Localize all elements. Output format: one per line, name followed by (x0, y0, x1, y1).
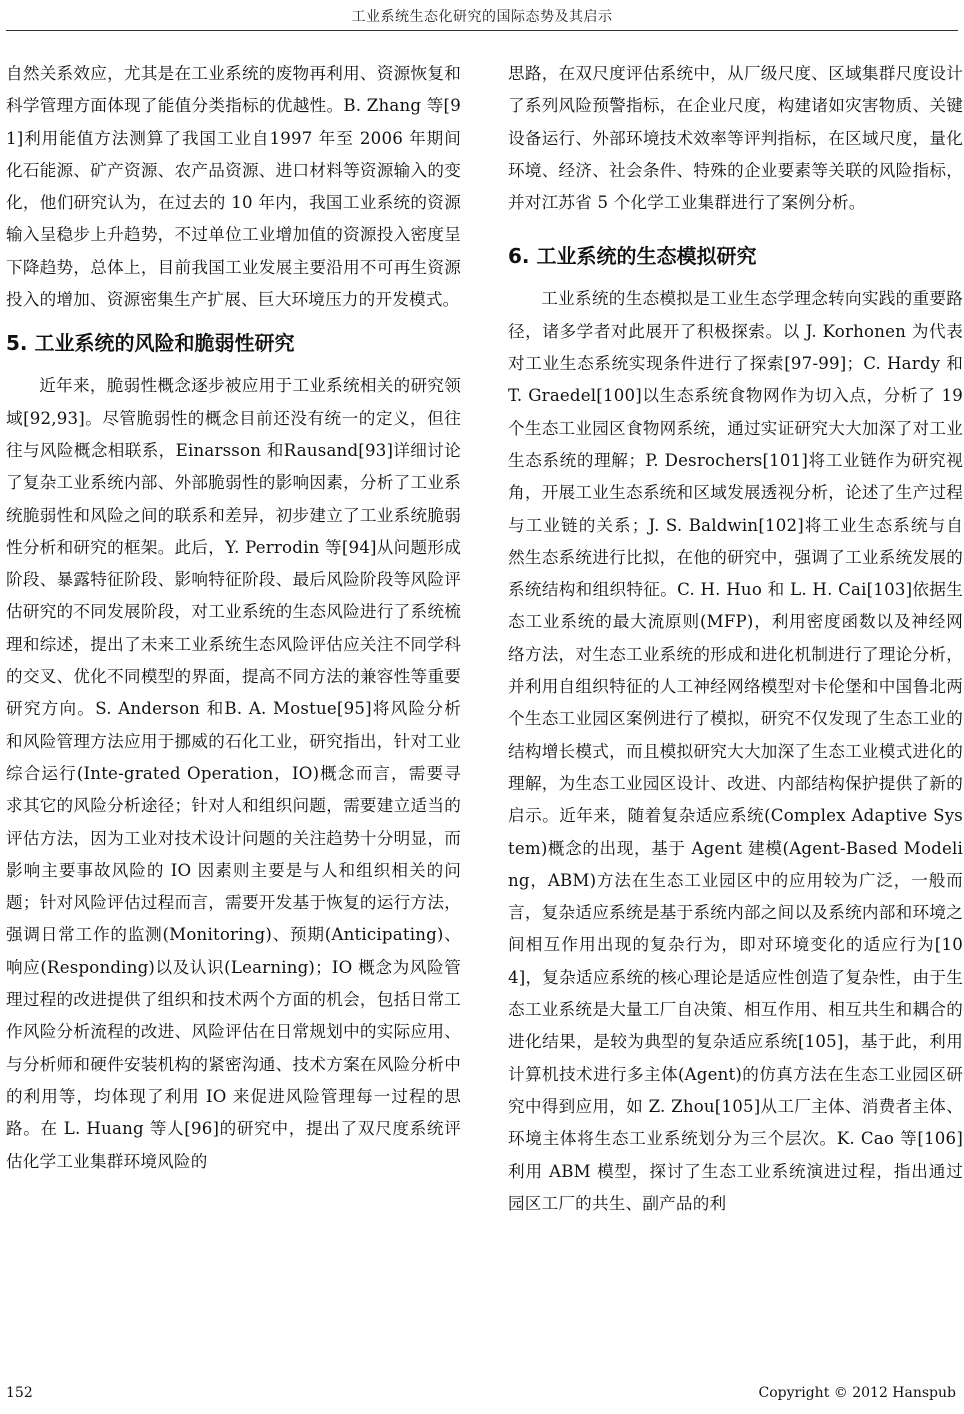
page-number: 152 (6, 1385, 33, 1401)
copyright-notice: Copyright © 2012 Hanspub (758, 1385, 956, 1401)
header-rule (6, 30, 958, 31)
right-column (508, 58, 963, 1220)
section-6-heading: 6. 工业系统的生态模拟研究 (508, 244, 757, 269)
section-5-heading: 5. 工业系统的风险和脆弱性研究 (6, 331, 295, 356)
left-column (6, 58, 461, 1178)
left-paragraph-2: 近年来，脆弱性概念逐步被应用于工业系统相关的研究领域[92,93]。尽管脆弱性的概念目前还没有统一的定义，但往往与风险概念相联系，Einarsson 和Rausand[93]详细讨论了复杂工业系统内部、外部脆弱性的影响因素，分析了工业系统脆弱性和风险之间的联系和差异，初步建立了工业系统脆弱性分析和研究的框架。此后，Y. Perrodin 等[94]从问题形成阶段、暴露特征阶段、影响特征阶段、最后风险阶段等风险评估研究的不同发展阶段，对工业系统的生态风险进行了系统梳理和综述，提出了未来工业系统生态风险评估应关注不同学科的交叉、优化不同模型的界面，提高不同方法的兼容性等重要研究方向。S. Anderson 和B. A. Mostue[95]将风险分析和风险管理方法应用于挪威的石化工业，研究指出，针对工业综合运行(Inte-grated Operation，IO)概念而言，需要寻求其它的风险分析途径；针对人和组织问题，需要建立适当的评估方法，因为工业对技术设计问题的关注趋势十分明显，而影响主要事故风险的 IO 因素则主要是与人和组织相关的问题；针对风险评估过程而言，需要开发基于恢复的运行方法，强调日常工作的监测(Monitoring)、预期(Anticipating)、响应(Responding)以及认识(Learning)；IO 概念为风险管理过程的改进提供了组织和技术两个方面的机会，包括日常工作风险分析流程的改进、风险评估在日常规划中的实际应用、与分析师和硬件安装机构的紧密沟通、技术方案在风险分析中的利用等，均体现了利用 IO 来促进风险管理每一过程的思路。在 L. Huang 等人[96]的研究中，提出了双尺度系统评估化学工业集群环境风险的 (6, 376, 461, 1171)
right-paragraph-2: 工业系统的生态模拟是工业生态学理念转向实践的重要路径，诸多学者对此展开了积极探索。以 J. Korhonen 为代表对工业生态系统实现条件进行了探索[97-99]；C. Hardy 和 T. Graedel[100]以生态系统食物网作为切入点，分析了 19 个生态工业园区食物网系统，通过实证研究大大加深了对工业生态系统的理解；P. Desrochers[101]将工业链作为研究视角，开展工业生态系统和区域发展透视分析，论述了生产过程与工业链的关系；J. S. Baldwin[102]将工业生态系统与自然生态系统进行比拟，在他的研究中，强调了工业系统发展的系统结构和组织特征。C. H. Huo 和 L. H. Cai[103]依据生态工业系统的最大流原则(MFP)，利用密度函数以及神经网络方法，对生态工业系统的形成和进化机制进行了理论分析，并利用自组织特征的人工神经网络模型对卡伦堡和中国鲁北两个生态工业园区案例进行了模拟，研究不仅发现了生态工业的结构增长模式，而且模拟研究大大加深了生态工业模式进化的理解，为生态工业园区设计、改进、内部结构保护提供了新的启示。近年来，随着复杂适应系统(Complex Adaptive System)概念的出现，基于 Agent 建模(Agent-Based Modeling，ABM)方法在生态工业园区中的应用较为广泛，一般而言，复杂适应系统是基于系统内部之间以及系统内部和环境之间相互作用出现的复杂行为，即对环境变化的适应行为[104]，复杂适应系统的核心理论是适应性创造了复杂性，由于生态工业系统是大量工厂自决策、相互作用、相互共生和耦合的进化结果，是较为典型的复杂适应系统[105]，基于此，利用计算机技术进行多主体(Agent)的仿真方法在生态工业园区研究中得到应用，如 Z. Zhou[105]从工厂主体、消费者主体、环境主体将生态工业系统划分为三个层次。K. Cao 等[106]利用 ABM 模型，探讨了生态工业系统演进过程，指出通过园区工厂的共生、副产品的利 (508, 289, 963, 1213)
running-header: 工业系统生态化研究的国际态势及其启示 (351, 9, 613, 25)
left-paragraph-1: 自然关系效应，尤其是在工业系统的废物再利用、资源恢复和科学管理方面体现了能值分类指标的优越性。B. Zhang 等[91]利用能值方法测算了我国工业自1997 年至 2006 年期间化石能源、矿产资源、农产品资源、进口材料等资源输入的变化，他们研究认为，在过去的 10 年内，我国工业系统的资源输入呈稳步上升趋势，不过单位工业增加值的资源投入密度呈下降趋势，总体上，目前我国工业发展主要沿用不可再生资源投入的增加、资源密集生产扩展、巨大环境压力的开发模式。 (6, 64, 461, 310)
right-paragraph-1: 思路，在双尺度评估系统中，从厂级尺度、区域集群尺度设计了系列风险预警指标，在企业尺度，构建诸如灾害物质、关键设备运行、外部环境技术效率等评判指标，在区域尺度，量化环境、经济、社会条件、特殊的企业要素等关联的风险指标，并对江苏省 5 个化学工业集群进行了案例分析。 (508, 64, 963, 213)
